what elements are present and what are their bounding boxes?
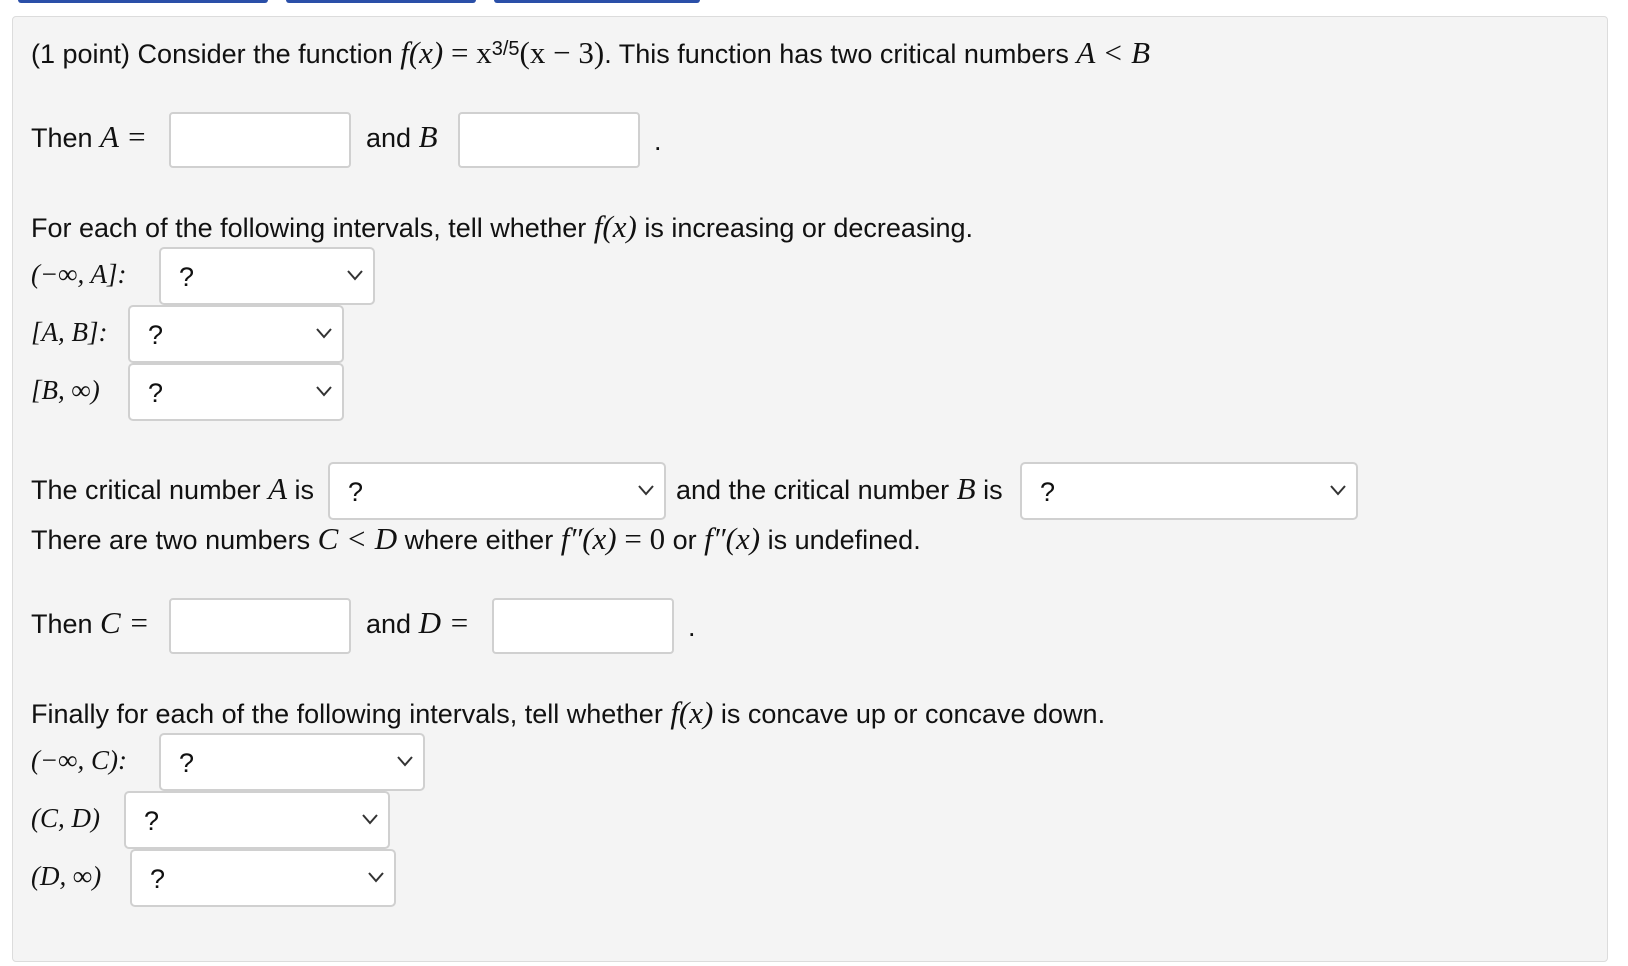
- increasing-select-2[interactable]: ?: [128, 305, 344, 363]
- math-eq-x: = x: [443, 35, 492, 70]
- answer-b-input[interactable]: [458, 112, 640, 168]
- period-2: .: [688, 612, 696, 642]
- tab-edge-2[interactable]: [286, 0, 476, 3]
- chevron-down-icon: [397, 755, 413, 767]
- period-1: .: [654, 126, 662, 156]
- increasing-select-1[interactable]: ?: [159, 247, 375, 305]
- then-c-label: Then C =: [31, 605, 150, 640]
- critical-b-label: and the critical number B is: [676, 471, 1003, 506]
- chevron-down-icon: [316, 327, 332, 339]
- question-intro: (1 point) Consider the function: [31, 39, 401, 69]
- tab-strip: [0, 0, 1628, 4]
- increasing-select-3[interactable]: ?: [128, 363, 344, 421]
- classify-b-select[interactable]: ?: [1020, 462, 1358, 520]
- interval-label-1: (−∞, A]:: [31, 259, 127, 289]
- tab-edge-3[interactable]: [494, 0, 700, 3]
- increasing-prompt: For each of the following intervals, tell whether f(x) is increasing or decreasing.: [31, 209, 973, 244]
- chevron-down-icon: [1330, 484, 1346, 496]
- tab-edge-1[interactable]: [18, 0, 268, 3]
- chevron-down-icon: [347, 269, 363, 281]
- question-mid: . This function has two critical numbers: [604, 39, 1077, 69]
- chevron-down-icon: [368, 871, 384, 883]
- critical-a-label: The critical number A is: [31, 471, 315, 506]
- concavity-prompt: Finally for each of the following intervals, tell whether f(x) is concave up or concave down.: [31, 695, 1106, 730]
- concavity-select-1[interactable]: ?: [159, 733, 425, 791]
- classify-a-select[interactable]: ?: [328, 462, 666, 520]
- question-text: [31, 36, 1150, 71]
- then-a-label: Then A =: [31, 119, 148, 154]
- interval-label-3: [B, ∞): [31, 375, 100, 405]
- concavity-label-3: (D, ∞): [31, 861, 102, 891]
- interval-label-2: [A, B]:: [31, 317, 108, 347]
- chevron-down-icon: [362, 813, 378, 825]
- concavity-select-3[interactable]: ?: [130, 849, 396, 907]
- math-a-lt-b: A < B: [1076, 35, 1151, 70]
- concavity-label-2: (C, D): [31, 803, 100, 833]
- answer-a-input[interactable]: [169, 112, 351, 168]
- answer-c-input[interactable]: [169, 598, 351, 654]
- concavity-select-2[interactable]: ?: [124, 791, 390, 849]
- math-factor: (x − 3): [519, 35, 605, 70]
- and-b-label: and B: [366, 119, 438, 154]
- and-d-label: and D =: [366, 605, 470, 640]
- math-f-of-x: f(x): [400, 35, 444, 70]
- answer-d-input[interactable]: [492, 598, 674, 654]
- concavity-label-1: (−∞, C):: [31, 745, 127, 775]
- math-exponent: 3/5: [491, 38, 520, 60]
- chevron-down-icon: [638, 484, 654, 496]
- chevron-down-icon: [316, 385, 332, 397]
- second-derivative-text: There are two numbers C < D where either f″(x) = 0 or f″(x) is undefined.: [31, 521, 921, 556]
